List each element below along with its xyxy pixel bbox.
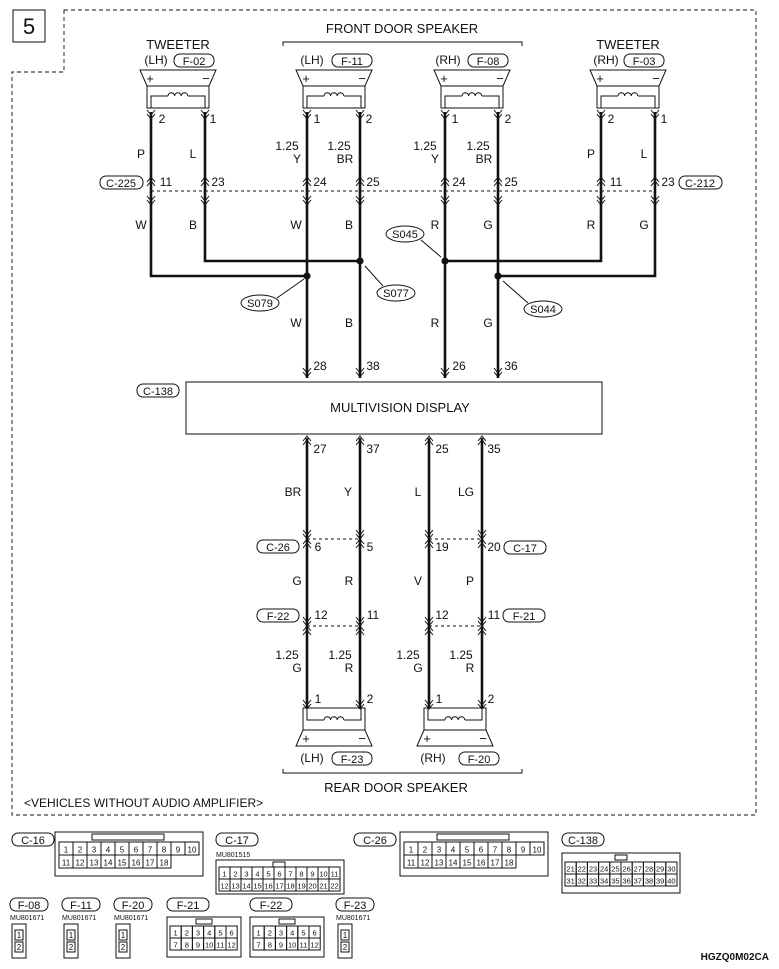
svg-text:5: 5	[119, 845, 125, 855]
svg-text:2: 2	[504, 112, 512, 126]
svg-text:1: 1	[68, 931, 74, 940]
connector-f22	[257, 609, 299, 623]
svg-text:25: 25	[504, 175, 518, 189]
svg-text:8: 8	[161, 845, 167, 855]
svg-text:34: 34	[600, 876, 609, 886]
svg-text:R: R	[344, 574, 354, 588]
tweeter-lh-speaker	[140, 70, 216, 108]
svg-text:9: 9	[520, 845, 526, 855]
svg-text:28: 28	[644, 864, 654, 874]
svg-text:35: 35	[487, 442, 501, 456]
svg-text:(LH): (LH)	[144, 53, 168, 67]
svg-text:10: 10	[319, 869, 328, 879]
svg-text:9: 9	[278, 940, 284, 950]
rear-lh-title	[300, 751, 372, 766]
svg-text:MU801671: MU801671	[10, 915, 45, 922]
svg-text:−: −	[496, 71, 504, 86]
svg-text:6: 6	[312, 928, 317, 938]
svg-text:13: 13	[231, 881, 240, 891]
svg-text:1: 1	[342, 931, 348, 940]
splice-s044	[503, 281, 562, 317]
svg-text:+: +	[440, 71, 448, 86]
svg-text:10: 10	[205, 940, 214, 950]
svg-text:1: 1	[16, 931, 22, 940]
svg-text:28: 28	[313, 359, 327, 373]
svg-text:2: 2	[233, 869, 238, 879]
rear-rh-speaker	[417, 708, 493, 746]
svg-text:P: P	[136, 147, 146, 161]
svg-text:23: 23	[211, 175, 225, 189]
svg-text:(LH): (LH)	[300, 53, 324, 67]
svg-text:7: 7	[492, 845, 498, 855]
svg-text:C-138: C-138	[568, 835, 598, 847]
svg-text:11: 11	[609, 175, 623, 189]
svg-text:2: 2	[607, 112, 615, 126]
svg-text:15: 15	[253, 881, 262, 891]
svg-text:16: 16	[131, 858, 141, 868]
multivision-display	[186, 382, 602, 434]
svg-text:36: 36	[622, 876, 631, 886]
svg-text:7: 7	[173, 940, 178, 950]
rear-rh-title	[420, 751, 499, 766]
svg-text:14: 14	[448, 858, 458, 868]
connector-c26	[257, 540, 299, 554]
svg-text:F-22: F-22	[266, 611, 290, 623]
svg-text:7: 7	[256, 940, 261, 950]
svg-text:BR: BR	[336, 152, 354, 166]
svg-text:1: 1	[63, 845, 69, 855]
svg-text:L: L	[414, 485, 422, 499]
svg-text:F-02: F-02	[182, 56, 206, 68]
svg-text:C-212: C-212	[685, 178, 715, 190]
svg-text:23: 23	[588, 864, 598, 874]
svg-text:W: W	[135, 218, 147, 232]
svg-text:8: 8	[267, 940, 272, 950]
svg-text:37: 37	[633, 876, 642, 886]
svg-text:2: 2	[422, 845, 428, 855]
svg-text:13: 13	[89, 858, 99, 868]
svg-text:MU801515: MU801515	[216, 852, 251, 859]
svg-text:40: 40	[667, 876, 676, 886]
svg-text:−: −	[479, 731, 487, 746]
svg-text:C-26: C-26	[363, 835, 387, 847]
svg-text:1.25: 1.25	[327, 139, 351, 153]
svg-text:12: 12	[220, 881, 229, 891]
svg-text:1: 1	[256, 928, 261, 938]
svg-text:1: 1	[408, 845, 414, 855]
svg-text:11: 11	[159, 175, 173, 189]
svg-text:TWEETER: TWEETER	[596, 37, 660, 52]
svg-text:3: 3	[244, 869, 249, 879]
connector-c212	[679, 176, 722, 190]
svg-text:C-17: C-17	[513, 543, 537, 555]
svg-text:30: 30	[667, 864, 676, 874]
vehicle-note: <VEHICLES WITHOUT AUDIO AMPLIFIER>	[24, 796, 264, 810]
svg-text:G: G	[639, 218, 649, 232]
svg-text:17: 17	[275, 881, 284, 891]
svg-text:+: +	[302, 731, 310, 746]
front-rh-title	[435, 53, 508, 68]
svg-text:C-138: C-138	[143, 386, 173, 398]
svg-text:8: 8	[299, 869, 304, 879]
svg-text:33: 33	[588, 876, 598, 886]
svg-text:1: 1	[660, 112, 668, 126]
svg-text:G: G	[292, 661, 302, 675]
svg-text:W: W	[290, 316, 302, 330]
svg-text:1.25: 1.25	[413, 139, 437, 153]
svg-text:2: 2	[342, 943, 348, 952]
svg-text:17: 17	[490, 858, 500, 868]
svg-text:2: 2	[267, 928, 272, 938]
display-input-labels	[290, 316, 518, 373]
svg-text:27: 27	[633, 864, 642, 874]
svg-text:W: W	[290, 218, 302, 232]
svg-text:R: R	[430, 316, 440, 330]
svg-text:P: P	[586, 147, 596, 161]
svg-text:MU801671: MU801671	[336, 915, 371, 922]
splice-s079	[241, 279, 304, 311]
svg-text:4: 4	[255, 869, 260, 879]
svg-text:2: 2	[158, 112, 166, 126]
svg-text:1: 1	[435, 692, 443, 706]
front-rh-speaker	[434, 70, 510, 108]
svg-text:B: B	[344, 316, 354, 330]
front-lh-title	[300, 53, 372, 68]
svg-text:Y: Y	[343, 485, 353, 499]
svg-text:19: 19	[297, 881, 306, 891]
svg-text:16: 16	[264, 881, 273, 891]
svg-text:6: 6	[478, 845, 484, 855]
svg-text:11: 11	[299, 940, 308, 950]
svg-text:2: 2	[366, 692, 374, 706]
svg-text:+: +	[302, 71, 310, 86]
svg-text:2: 2	[68, 943, 74, 952]
svg-text:15: 15	[117, 858, 127, 868]
svg-text:1.25: 1.25	[449, 648, 473, 662]
svg-text:BR: BR	[284, 485, 302, 499]
svg-text:F-20: F-20	[121, 900, 145, 912]
svg-text:(RH): (RH)	[593, 53, 619, 67]
svg-text:25: 25	[366, 175, 380, 189]
svg-text:9: 9	[310, 869, 315, 879]
svg-text:4: 4	[105, 845, 111, 855]
svg-text:F-21: F-21	[512, 611, 536, 623]
svg-text:24: 24	[600, 864, 609, 874]
svg-text:4: 4	[207, 928, 212, 938]
svg-text:12: 12	[310, 940, 319, 950]
tweeter-rh-speaker	[590, 70, 666, 108]
front-pin-numbers	[159, 112, 668, 126]
svg-text:LG: LG	[457, 485, 475, 499]
svg-text:TWEETER: TWEETER	[146, 37, 210, 52]
svg-text:2: 2	[16, 943, 22, 952]
svg-text:MU801671: MU801671	[62, 915, 97, 922]
svg-text:1: 1	[314, 692, 322, 706]
front-door-bracket	[283, 42, 522, 46]
svg-text:L: L	[640, 147, 648, 161]
svg-text:S079: S079	[247, 298, 273, 310]
rear-door-bracket	[283, 769, 522, 773]
svg-text:3: 3	[278, 928, 284, 938]
svg-text:4: 4	[290, 928, 295, 938]
svg-text:1: 1	[222, 869, 227, 879]
svg-text:MULTIVISION DISPLAY: MULTIVISION DISPLAY	[330, 400, 470, 415]
svg-text:3: 3	[91, 845, 97, 855]
svg-text:2: 2	[487, 692, 495, 706]
svg-text:9: 9	[195, 940, 201, 950]
svg-text:31: 31	[566, 876, 575, 886]
svg-text:9: 9	[175, 845, 181, 855]
svg-text:35: 35	[611, 876, 620, 886]
svg-text:C-16: C-16	[21, 835, 45, 847]
svg-text:5: 5	[301, 928, 306, 938]
svg-text:P: P	[465, 574, 475, 588]
upper-wire-harness	[151, 112, 655, 378]
svg-text:G: G	[483, 218, 493, 232]
connector-legend	[10, 832, 680, 958]
svg-text:38: 38	[644, 876, 654, 886]
svg-text:12: 12	[420, 858, 430, 868]
svg-text:G: G	[292, 574, 302, 588]
svg-text:11: 11	[61, 858, 71, 868]
svg-text:+: +	[146, 71, 154, 86]
svg-text:−: −	[652, 71, 660, 86]
svg-text:2: 2	[77, 845, 83, 855]
front-lh-speaker	[296, 70, 372, 108]
connector-c17	[504, 541, 546, 555]
svg-text:19: 19	[435, 540, 449, 554]
svg-text:F-11: F-11	[70, 900, 92, 912]
svg-text:1.25: 1.25	[466, 139, 490, 153]
svg-text:Y: Y	[430, 152, 440, 166]
svg-text:1.25: 1.25	[275, 139, 299, 153]
svg-text:F-23: F-23	[343, 900, 367, 912]
svg-text:2: 2	[365, 112, 373, 126]
svg-text:12: 12	[435, 608, 449, 622]
svg-text:29: 29	[656, 864, 665, 874]
page-number: 5	[22, 14, 36, 39]
svg-text:S044: S044	[530, 304, 556, 316]
svg-text:11: 11	[406, 858, 416, 868]
svg-text:5: 5	[266, 869, 271, 879]
svg-text:(RH): (RH)	[420, 751, 446, 765]
svg-text:27: 27	[313, 442, 327, 456]
rear-door-speaker-label: REAR DOOR SPEAKER	[324, 780, 468, 795]
svg-text:23: 23	[661, 175, 675, 189]
lower-wire-harness	[307, 438, 482, 708]
svg-text:21: 21	[566, 864, 575, 874]
rear-lh-speaker	[296, 708, 372, 746]
svg-text:14: 14	[103, 858, 113, 868]
svg-text:37: 37	[366, 442, 380, 456]
connector-f21	[503, 609, 545, 623]
figure-code: HGZQ0M02CA	[700, 952, 769, 963]
connector-c225	[100, 176, 143, 190]
svg-text:4: 4	[450, 845, 456, 855]
tweeter-lh-title	[144, 37, 214, 68]
svg-text:F-08: F-08	[476, 56, 500, 68]
svg-text:17: 17	[145, 858, 155, 868]
svg-text:3: 3	[436, 845, 442, 855]
svg-text:2: 2	[120, 943, 126, 952]
svg-text:1: 1	[209, 112, 217, 126]
rear-wire-labels	[275, 442, 501, 706]
svg-text:11: 11	[330, 869, 339, 879]
svg-text:MU801671: MU801671	[114, 915, 149, 922]
svg-text:15: 15	[462, 858, 472, 868]
svg-text:38: 38	[366, 359, 380, 373]
svg-text:F-22: F-22	[259, 900, 283, 912]
svg-text:(RH): (RH)	[435, 53, 461, 67]
front-door-speaker-label: FRONT DOOR SPEAKER	[325, 21, 479, 36]
svg-text:1.25: 1.25	[328, 648, 352, 662]
svg-text:−: −	[358, 731, 366, 746]
svg-text:F-23: F-23	[340, 754, 364, 766]
svg-text:R: R	[586, 218, 596, 232]
svg-text:25: 25	[435, 442, 449, 456]
svg-text:24: 24	[313, 175, 327, 189]
svg-text:C-17: C-17	[225, 835, 249, 847]
svg-text:12: 12	[75, 858, 85, 868]
svg-text:F-21: F-21	[176, 900, 200, 912]
svg-text:C-225: C-225	[106, 178, 136, 190]
svg-text:7: 7	[147, 845, 153, 855]
svg-text:22: 22	[577, 864, 586, 874]
svg-text:1.25: 1.25	[275, 648, 299, 662]
svg-text:11: 11	[216, 940, 225, 950]
upper-wire-labels	[135, 139, 675, 232]
svg-text:6: 6	[133, 845, 139, 855]
svg-text:R: R	[344, 661, 354, 675]
svg-text:24: 24	[452, 175, 466, 189]
svg-text:5: 5	[464, 845, 470, 855]
svg-text:32: 32	[577, 876, 586, 886]
svg-text:G: G	[413, 661, 423, 675]
svg-text:6: 6	[314, 540, 322, 554]
svg-text:Y: Y	[292, 152, 302, 166]
splice-s077	[365, 266, 415, 301]
svg-text:26: 26	[622, 864, 631, 874]
svg-text:2: 2	[184, 928, 189, 938]
svg-text:1: 1	[120, 931, 126, 940]
svg-text:18: 18	[504, 858, 514, 868]
svg-text:11: 11	[366, 608, 380, 622]
svg-text:B: B	[344, 218, 354, 232]
svg-text:5: 5	[218, 928, 223, 938]
svg-text:L: L	[189, 147, 197, 161]
svg-text:B: B	[188, 218, 198, 232]
svg-text:13: 13	[434, 858, 444, 868]
svg-text:8: 8	[184, 940, 189, 950]
connector-c138	[137, 384, 179, 398]
svg-text:+: +	[423, 731, 431, 746]
svg-text:12: 12	[314, 608, 328, 622]
svg-text:10: 10	[187, 845, 197, 855]
svg-text:F-20: F-20	[467, 754, 491, 766]
svg-text:S045: S045	[392, 229, 418, 241]
svg-text:F-03: F-03	[632, 56, 656, 68]
svg-text:18: 18	[286, 881, 295, 891]
svg-text:F-08: F-08	[17, 900, 41, 912]
svg-text:6: 6	[229, 928, 234, 938]
svg-text:R: R	[465, 661, 475, 675]
svg-text:C-26: C-26	[266, 542, 290, 554]
svg-text:1: 1	[451, 112, 459, 126]
svg-text:16: 16	[476, 858, 486, 868]
svg-text:5: 5	[366, 540, 374, 554]
svg-text:20: 20	[487, 540, 501, 554]
svg-text:14: 14	[242, 881, 251, 891]
tweeter-rh-title	[593, 37, 664, 68]
svg-text:39: 39	[656, 876, 665, 886]
svg-text:7: 7	[288, 869, 293, 879]
svg-text:1: 1	[313, 112, 321, 126]
svg-text:+: +	[596, 71, 604, 86]
svg-text:20: 20	[308, 881, 317, 891]
svg-text:R: R	[430, 218, 440, 232]
svg-text:25: 25	[611, 864, 620, 874]
svg-text:1.25: 1.25	[396, 648, 420, 662]
svg-text:−: −	[358, 71, 366, 86]
svg-text:−: −	[202, 71, 210, 86]
svg-text:10: 10	[288, 940, 297, 950]
svg-text:10: 10	[532, 845, 542, 855]
svg-text:G: G	[483, 316, 493, 330]
svg-text:18: 18	[159, 858, 169, 868]
svg-text:(LH): (LH)	[300, 751, 324, 765]
svg-text:V: V	[413, 574, 423, 588]
svg-text:1: 1	[173, 928, 178, 938]
svg-text:26: 26	[452, 359, 466, 373]
svg-text:12: 12	[227, 940, 236, 950]
svg-text:36: 36	[504, 359, 518, 373]
svg-text:22: 22	[330, 881, 339, 891]
svg-text:F-11: F-11	[341, 56, 363, 68]
svg-text:BR: BR	[475, 152, 493, 166]
svg-text:21: 21	[319, 881, 328, 891]
svg-text:S077: S077	[383, 288, 409, 300]
svg-text:6: 6	[277, 869, 282, 879]
svg-text:8: 8	[506, 845, 512, 855]
svg-text:3: 3	[195, 928, 201, 938]
svg-text:11: 11	[487, 608, 501, 622]
